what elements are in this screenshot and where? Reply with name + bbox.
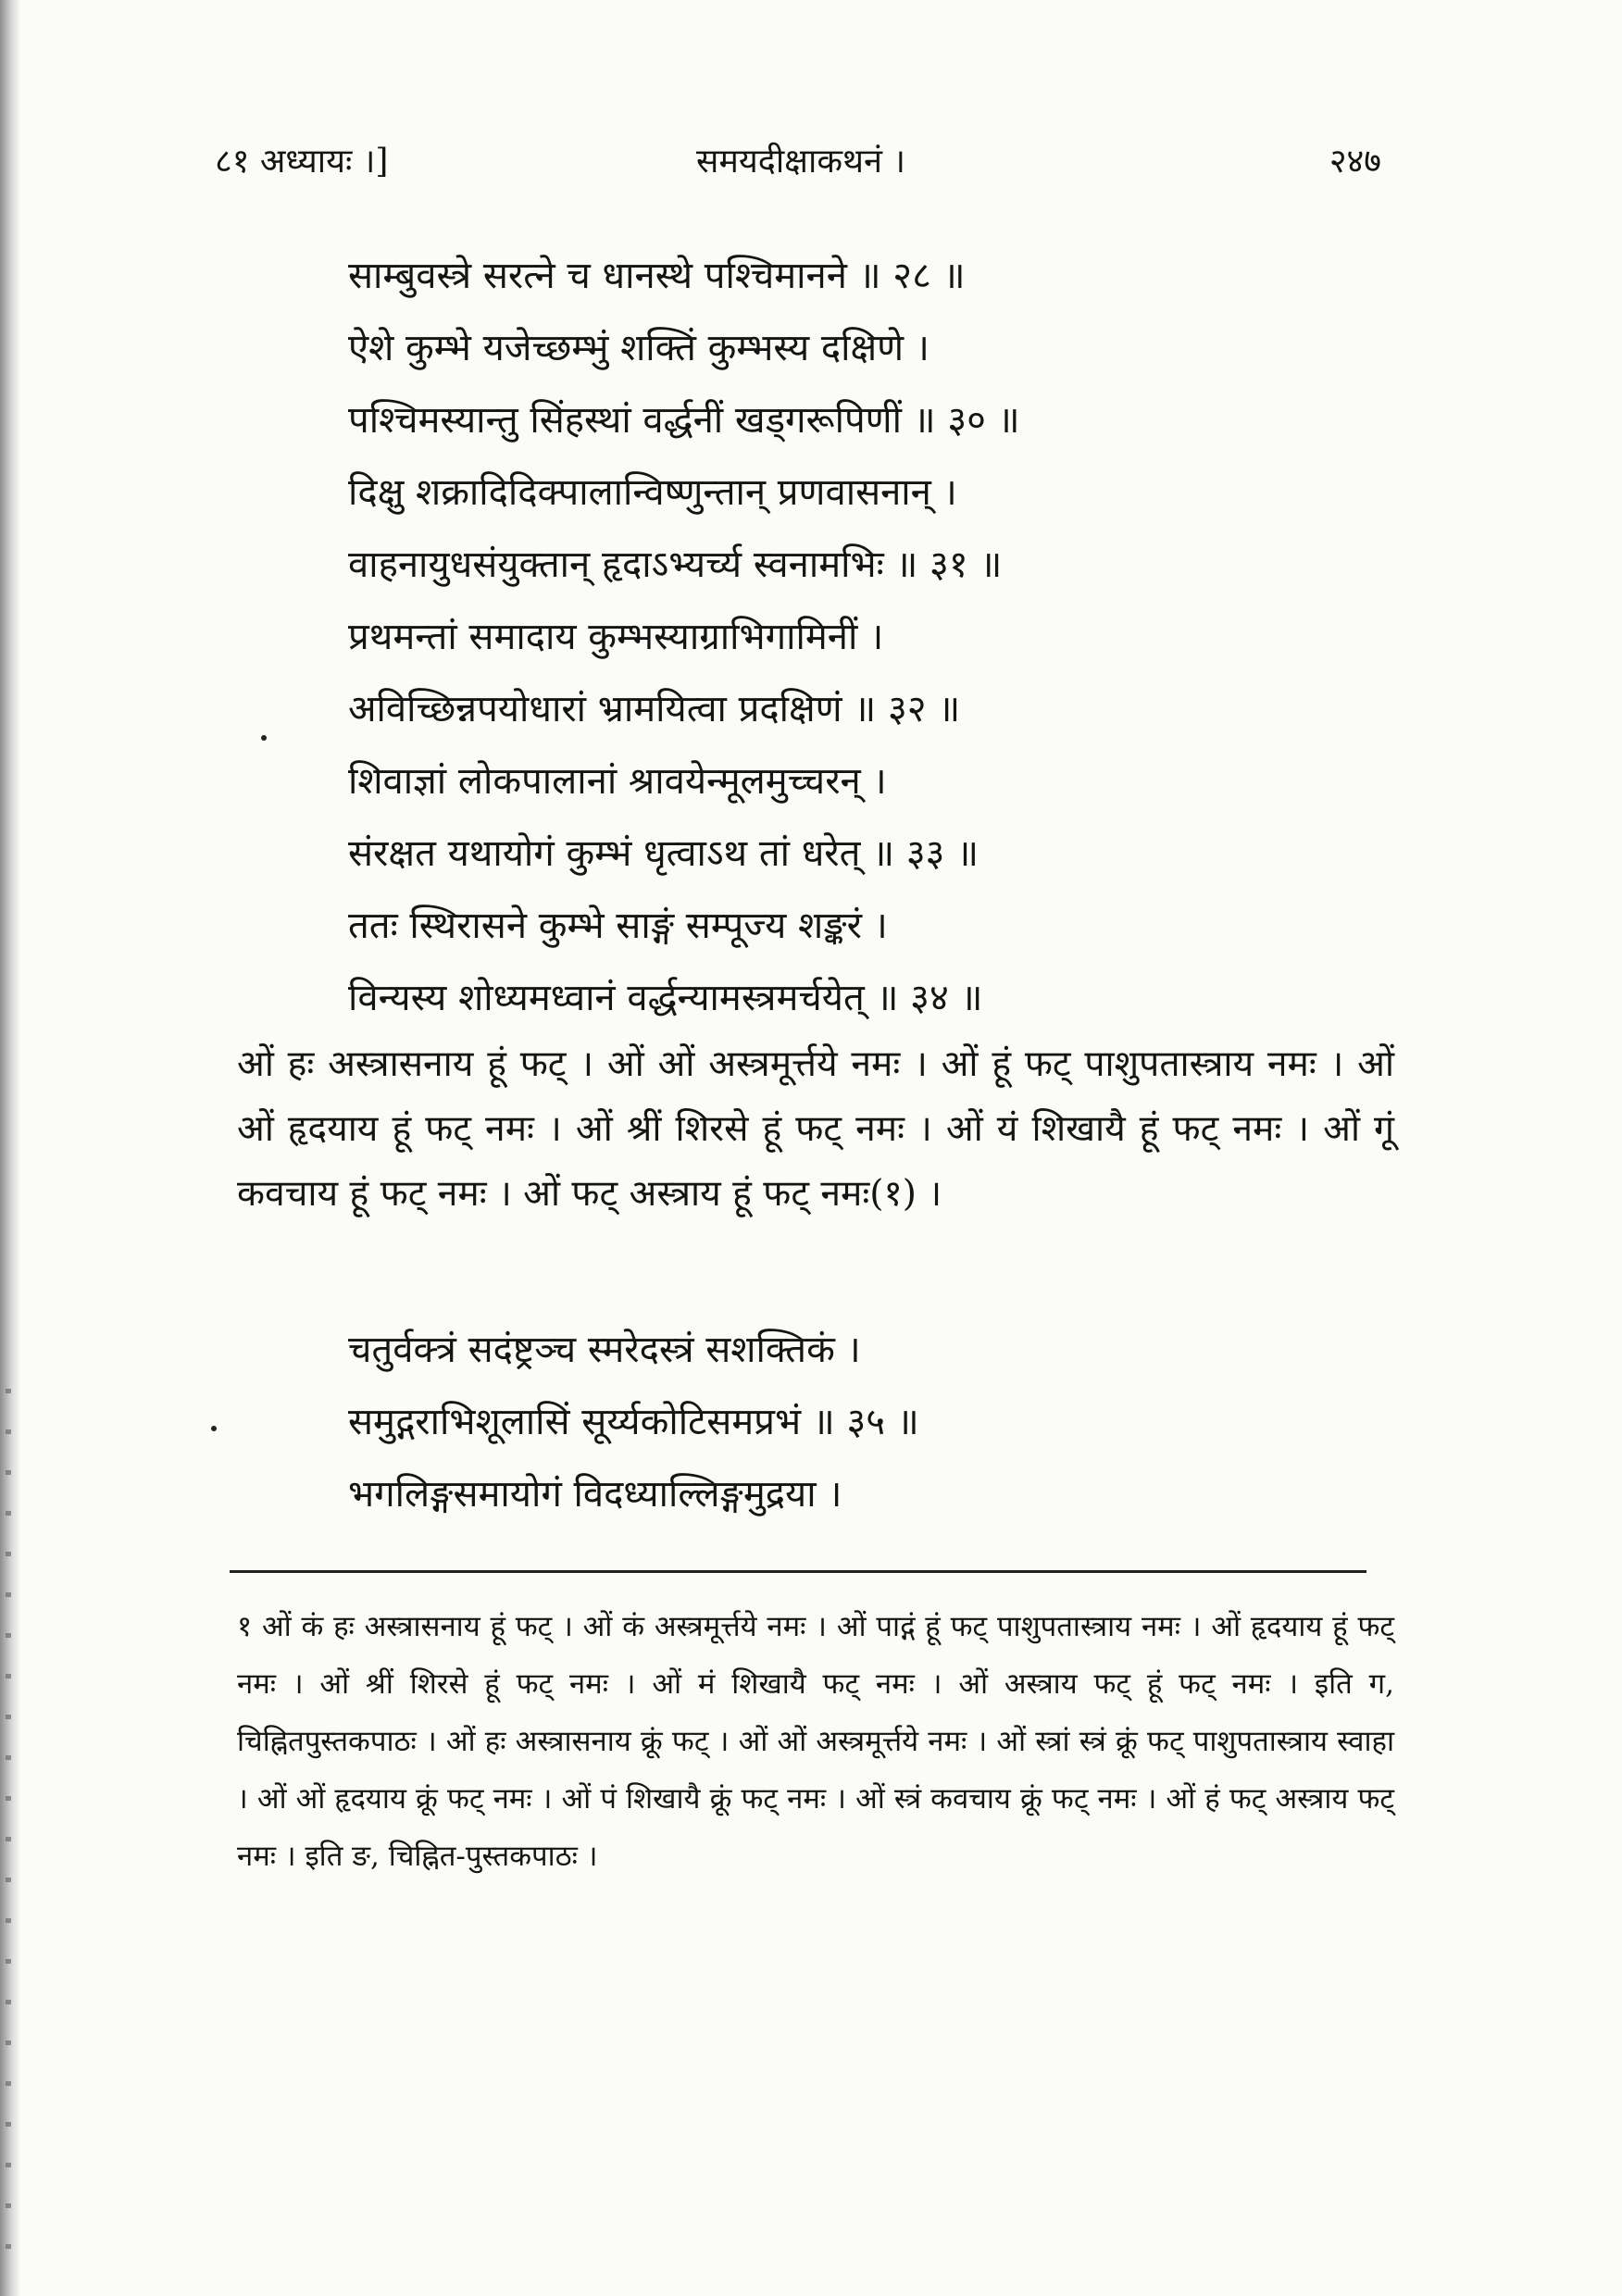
verse-line: ऐशे कुम्भे यजेच्छम्भुं शक्तिं कुम्भस्य दक्षिणे । bbox=[348, 327, 930, 369]
verse-line: समुद्गराभिशूलासिं सूर्य्यकोटिसमप्रभं ॥ ३५ ॥ bbox=[348, 1401, 919, 1443]
verse-line: विन्यस्य शोध्यमध्वानं वर्द्धन्यामस्त्रमर्चयेत् ॥ ३४ ॥ bbox=[348, 977, 983, 1019]
verse-line: प्रथमन्तां समादाय कुम्भस्याग्राभिगामिनीं । bbox=[348, 616, 884, 658]
page-header bbox=[215, 137, 1381, 193]
verse-line: अविच्छिन्नपयोधारां भ्रामयित्वा प्रदक्षिणं ॥ ३२ ॥ bbox=[348, 688, 961, 730]
verse-line: ततः स्थिरासने कुम्भे साङ्गं सम्पूज्य शङ्करं । bbox=[348, 905, 888, 947]
ink-speck bbox=[211, 1426, 217, 1431]
footnote-rule bbox=[230, 1570, 1366, 1573]
verse-line: साम्बुवस्त्रे सरत्ने च धानस्थे पश्चिमानने ॥ २८ ॥ bbox=[348, 255, 966, 297]
verse-line: शिवाज्ञां लोकपालानां श्रावयेन्मूलमुच्चरन् । bbox=[348, 760, 887, 803]
scan-binding-marks bbox=[6, 1389, 11, 2277]
verse-line: दिक्षु शक्रादिदिक्पालान्विष्णुन्तान् प्रणवासनान् । bbox=[348, 471, 957, 514]
verse-line: वाहनायुधसंयुक्तान् हृदाऽभ्यर्च्य स्वनामभिः ॥ ३१ ॥ bbox=[348, 543, 1003, 586]
ink-speck bbox=[261, 735, 267, 741]
footnote: १ ओं कं हः अस्त्रासनाय हूं फट् । ओं कं अस्त्रमूर्त्तये नमः । ओं पाद्गं हूं फट् पाशुपतास्त्राय नमः । ओं हृदयाय हूं फट् नमः । ओं श्रीं शिरसे हूं फट् नमः । ओं मं शिखायै फट् नमः । ओं अस्त्राय फट् हूं फट् नमः । इति ग, चिह्नितपुस्तकपाठः । ओं हः अस्त्रासनाय क्रूं फट् । ओं ओं अस्त्रमूर्त्तये नमः । ओं स्त्रां स्त्रं क्रूं फट् पाशुपतास्त्राय स्वाहा । ओं ओं हृदयाय क्रूं फट् नमः । ओं पं शिखायै क्रूं फट् नमः । ओं स्त्रं कवचाय क्रूं फट् नमः । ओं हं फट् अस्त्राय फट् नमः । इति ङ, चिह्नित-पुस्तकपाठः । bbox=[237, 1610, 1394, 1873]
page-number: २४७ bbox=[1329, 143, 1381, 181]
verse-line: भगलिङ्गसमायोगं विदध्याल्लिङ्गमुद्रया । bbox=[348, 1473, 842, 1516]
verse-line: संरक्षत यथायोगं कुम्भं धृत्वाऽथ तां धरेत् ॥ ३३ ॥ bbox=[348, 832, 979, 875]
verse-line: चतुर्वक्त्रं सदंष्ट्रञ्च स्मरेदस्त्रं सशक्तिकं । bbox=[348, 1329, 861, 1371]
running-title: समयदीक्षाकथनं । bbox=[696, 143, 906, 181]
mantra-paragraph: ओं हः अस्त्रासनाय हूं फट् । ओं ओं अस्त्रमूर्त्तये नमः । ओं हूं फट् पाशुपतास्त्राय नमः । ओं ओं हृदयाय हूं फट् नमः । ओं श्रीं शिरसे हूं फट् नमः । ओं यं शिखायै हूं फट् नमः । ओं गूं कवचाय हूं फट् नमः । ओं फट् अस्त्राय हूं फट् नमः(१) । bbox=[237, 1043, 1394, 1215]
chapter-label: ८१ अध्यायः ।] bbox=[215, 143, 389, 181]
verse-line: पश्चिमस्यान्तु सिंहस्थां वर्द्धनीं खड्गरूपिणीं ॥ ३० ॥ bbox=[348, 399, 1020, 442]
